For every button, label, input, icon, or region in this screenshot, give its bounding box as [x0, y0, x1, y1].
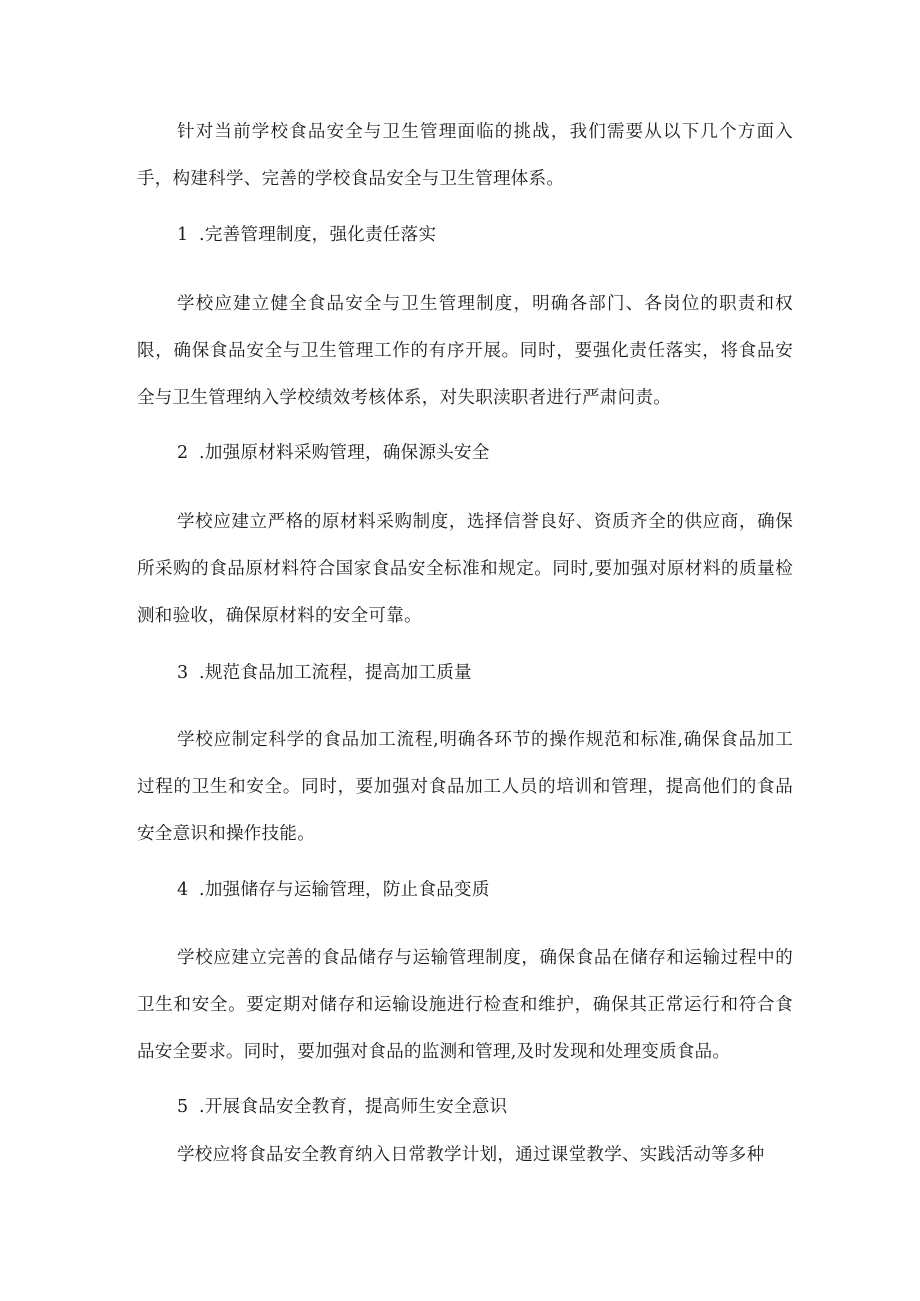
section-heading-1: [177, 212, 436, 259]
section-number: 1: [177, 225, 189, 245]
section-body-3: 学校应制定科学的食品加工流程,明确各环节的操作规范和标准,确保食品加工过程的卫生和安全。同时，要加强对食品加工人员的培训和管理，提高他们的食品安全意识和操作技能。: [137, 730, 793, 844]
section-body-5: 学校应将食品安全教育纳入日常教学计划，通过课堂教学、实践活动等多种: [177, 1145, 765, 1165]
section-title: .加强原材料采购管理，确保源头安全: [199, 443, 490, 463]
section-number: 3: [177, 663, 189, 683]
section-heading-5: [177, 1084, 507, 1131]
intro-paragraph: 针对当前学校食品安全与卫生管理面临的挑战，我们需要从以下几个方面入手，构建科学、完善的学校食品安全与卫生管理体系。: [137, 122, 793, 189]
section-body-2: 学校应建立严格的原材料采购制度，选择信誉良好、资质齐全的供应商，确保所采购的食品原材料符合国家食品安全标准和规定。同时,要加强对原材料的质量检测和验收，确保原材料的安全可靠。: [137, 512, 793, 626]
section-title: .规范食品加工流程，提高加工质量: [199, 663, 472, 683]
section-title: .加强储存与运输管理，防止食品变质: [199, 880, 490, 900]
section-number: 2: [177, 443, 189, 463]
section-body-1: 学校应建立健全食品安全与卫生管理制度，明确各部门、各岗位的职责和权限，确保食品安全与卫生管理工作的有序开展。同时，要强化责任落实，将食品安全与卫生管理纳入学校绩效考核体系，对失职渎职者进行严肃问责。: [137, 294, 793, 408]
section-title: .完善管理制度，强化责任落实: [199, 225, 437, 245]
section-heading-2: [177, 430, 490, 477]
section-heading-4: [177, 867, 490, 914]
section-heading-3: [177, 650, 472, 697]
section-number: 5: [177, 1097, 189, 1117]
section-title: .开展食品安全教育，提高师生安全意识: [199, 1097, 508, 1117]
section-body-4: 学校应建立完善的食品储存与运输管理制度，确保食品在储存和运输过程中的卫生和安全。要定期对储存和运输设施进行检查和维护，确保其正常运行和符合食品安全要求。同时，要加强对食品的监测和管理,及时发现和处理变质食品。: [137, 948, 793, 1062]
section-number: 4: [177, 880, 189, 900]
